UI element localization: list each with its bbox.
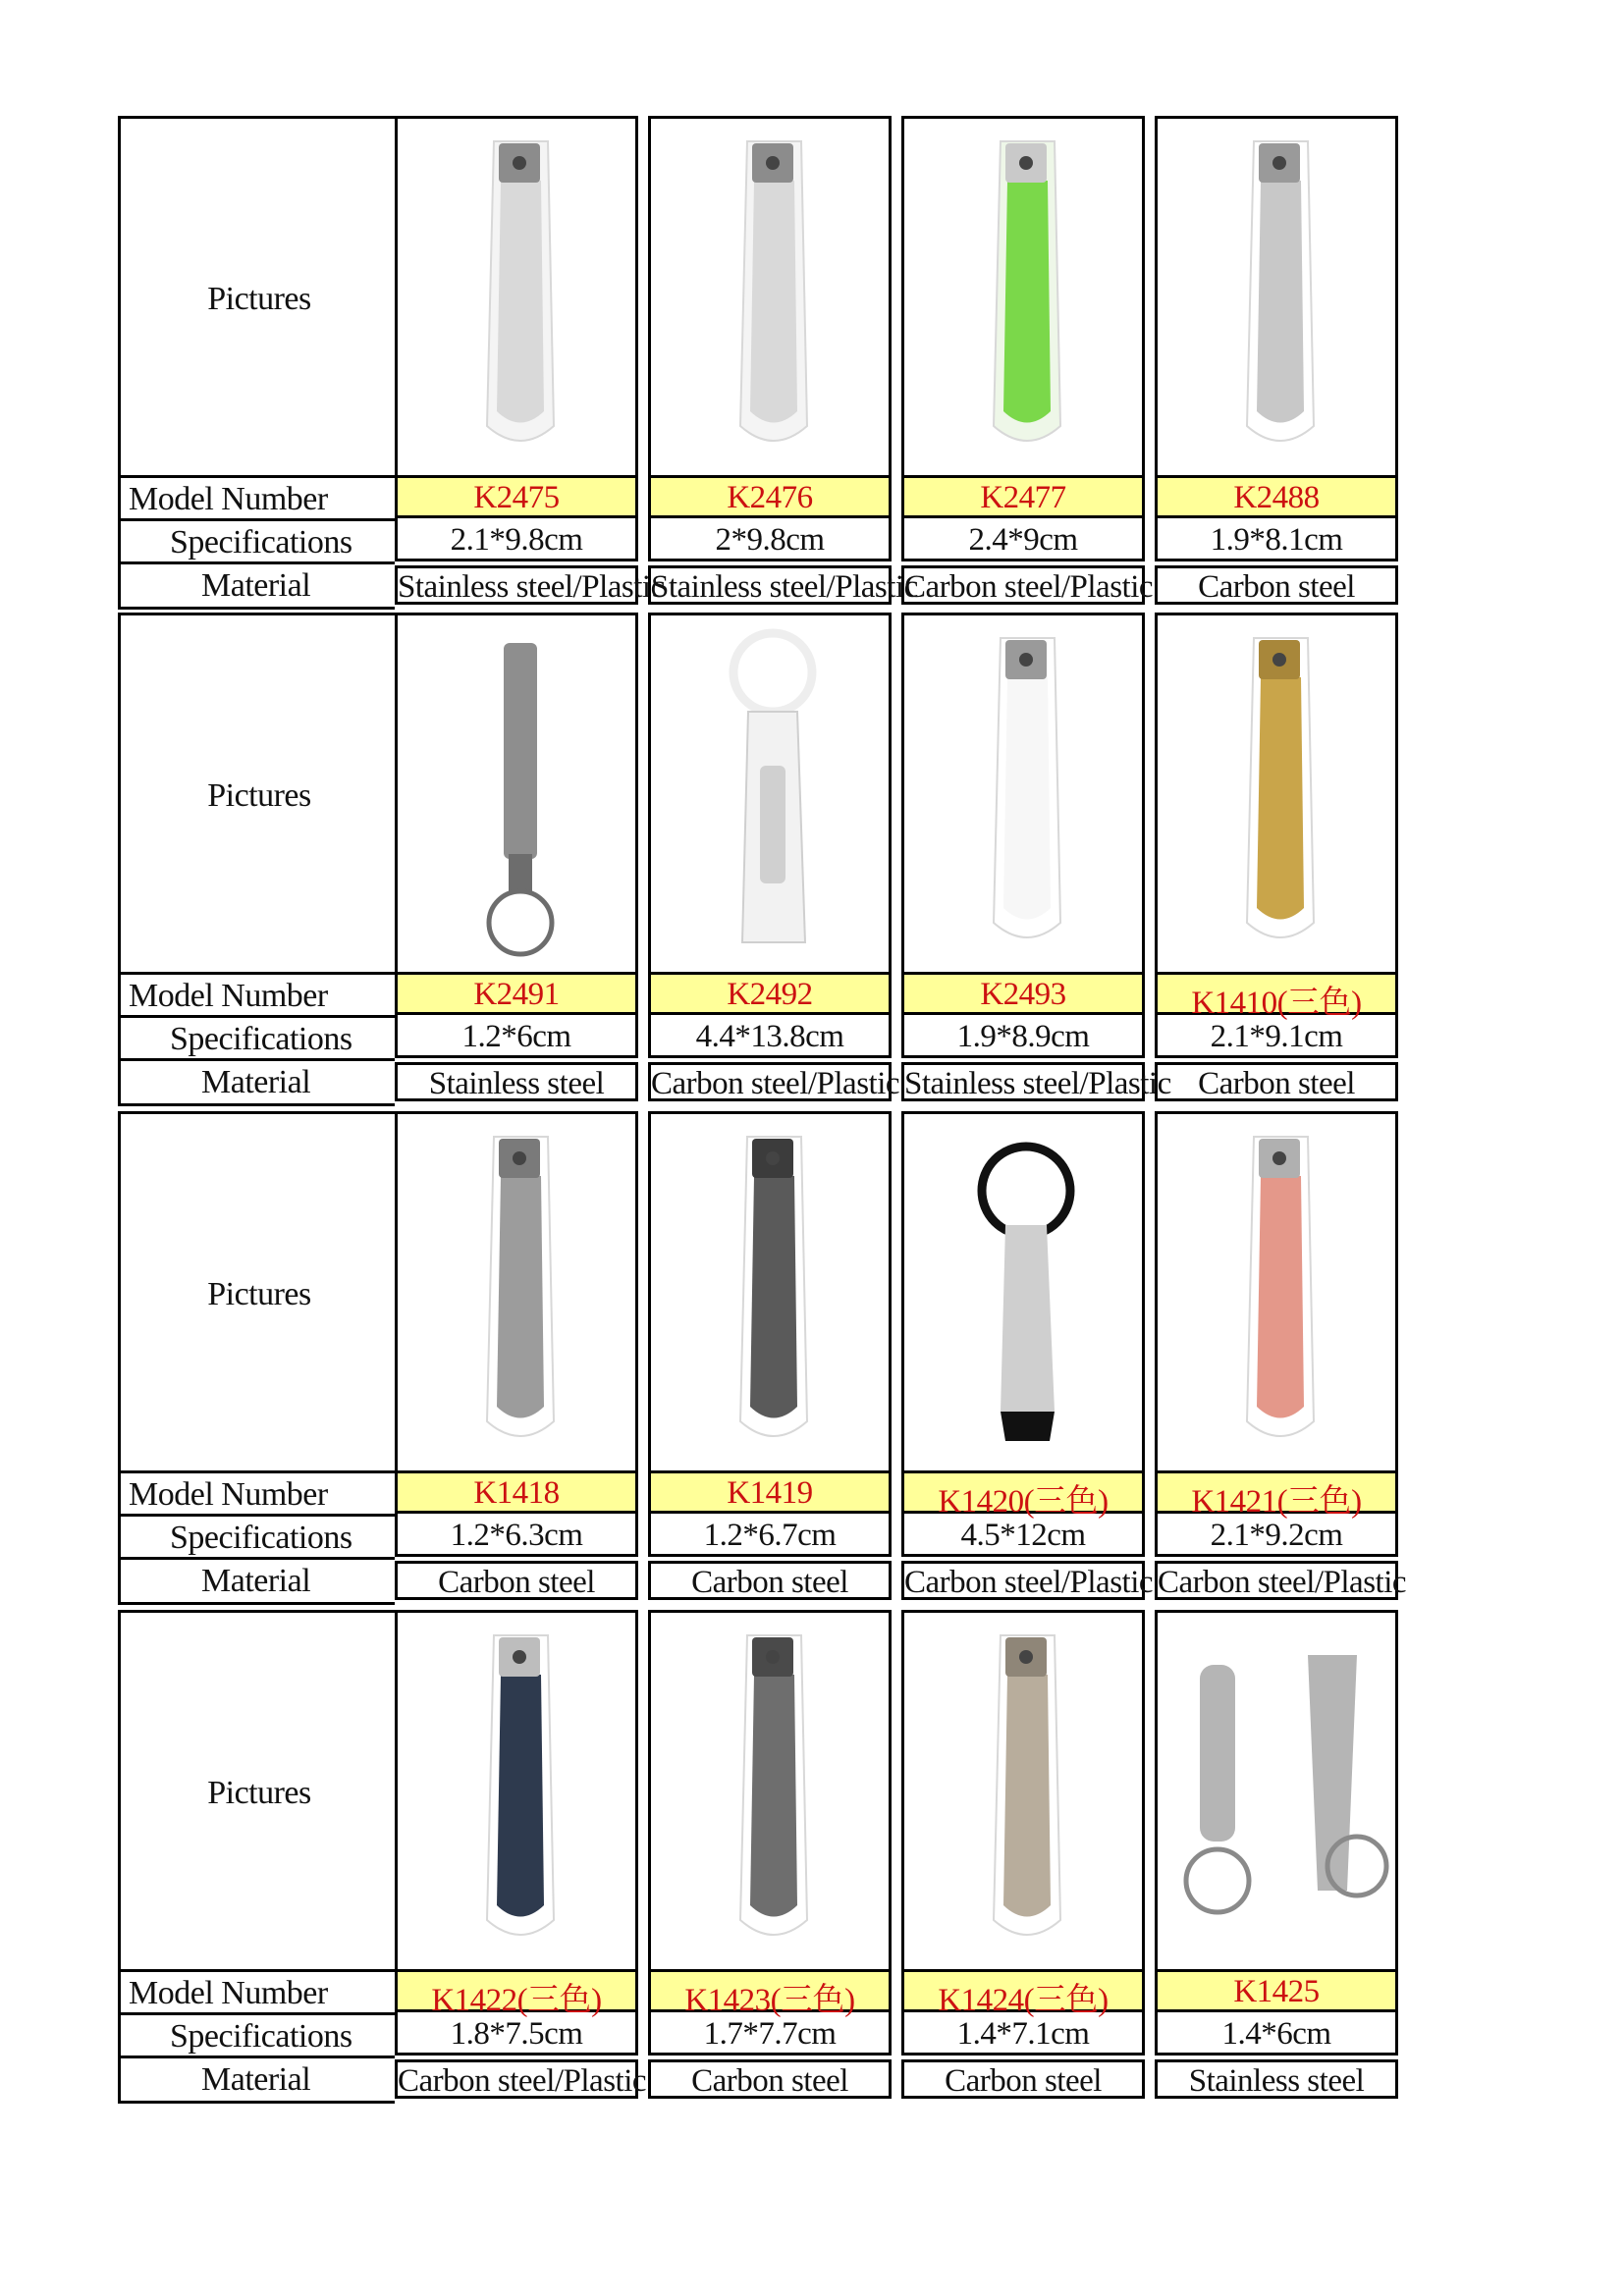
material-value-cell xyxy=(901,565,1154,605)
material-value: Stainless steel xyxy=(1188,2063,1365,2099)
specification-value: 1.4*7.1cm xyxy=(956,2016,1090,2052)
label-bottom-rule xyxy=(118,2101,395,2104)
specification-value-cell xyxy=(901,1514,1145,1557)
material-value-cell xyxy=(1155,1062,1398,1101)
model-number-label: Model Number xyxy=(129,1975,328,2011)
model-number-label-cell xyxy=(118,972,395,1015)
model-number-value-cell xyxy=(1155,475,1398,518)
nail-clipper-green-icon xyxy=(907,122,1145,475)
model-number-value-cell xyxy=(1155,972,1398,1021)
product-row-block xyxy=(116,613,1400,1107)
material-value: Carbon steel xyxy=(691,1565,848,1600)
product-column xyxy=(1155,1111,1407,1606)
material-value-cell xyxy=(1155,1561,1407,1600)
model-number-value: K2477 xyxy=(980,480,1066,515)
specification-value-cell xyxy=(648,1015,892,1058)
specification-value: 2*9.8cm xyxy=(715,522,825,558)
product-picture-frame xyxy=(901,613,1145,972)
label-bottom-rule xyxy=(118,1602,395,1605)
product-column xyxy=(395,1111,638,1606)
specification-value: 1.9*8.1cm xyxy=(1210,522,1343,558)
material-value: Carbon steel/Plastic xyxy=(1158,1565,1407,1600)
model-number-value-cell xyxy=(901,1470,1145,1520)
specification-value-cell xyxy=(901,518,1145,561)
material-label: Material xyxy=(201,2061,311,2098)
nail-clipper-keyring-icon xyxy=(401,618,638,972)
material-value-cell xyxy=(648,1561,892,1600)
material-value: Carbon steel xyxy=(438,1565,595,1600)
model-number-value: K2493 xyxy=(980,977,1066,1012)
nail-clipper-white-icon xyxy=(907,618,1145,972)
material-value: Carbon steel/Plastic xyxy=(904,1565,1154,1600)
specifications-label: Specifications xyxy=(170,524,352,561)
specification-value: 4.5*12cm xyxy=(960,1518,1086,1553)
product-column xyxy=(395,116,665,611)
material-value: Stainless steel/Plastic xyxy=(651,569,918,605)
nail-clipper-magnifier-icon xyxy=(907,1117,1145,1470)
product-column xyxy=(1155,116,1398,611)
material-value: Carbon steel/Plastic xyxy=(904,569,1154,605)
specifications-label-cell xyxy=(118,1514,395,1557)
nail-clipper-gunmetal-icon xyxy=(654,1616,892,1969)
material-value-cell xyxy=(901,2059,1145,2099)
specification-value: 4.4*13.8cm xyxy=(695,1019,844,1054)
model-number-value-cell xyxy=(395,475,638,518)
nail-clipper-champagne-icon xyxy=(907,1616,1145,1969)
model-number-value: K2492 xyxy=(727,977,813,1012)
product-picture-frame xyxy=(1155,613,1398,972)
specification-value-cell xyxy=(395,518,638,561)
material-value-cell xyxy=(648,1062,900,1101)
specifications-label: Specifications xyxy=(170,1021,352,1057)
product-picture-frame xyxy=(648,613,892,972)
specification-value: 1.4*6cm xyxy=(1221,2016,1331,2052)
specifications-label-cell xyxy=(118,2012,395,2056)
product-column xyxy=(1155,1610,1398,2105)
model-number-value-cell xyxy=(1155,1969,1398,2012)
model-number-value-cell xyxy=(395,1470,638,1514)
product-picture-frame xyxy=(1155,116,1398,475)
nail-clipper-silver-white-case-icon xyxy=(401,122,638,475)
model-number-label-cell xyxy=(118,475,395,518)
product-row-block xyxy=(116,1111,1407,1606)
specification-value-cell xyxy=(1155,1015,1398,1058)
nail-clipper-pair-keyring-icon xyxy=(1161,1616,1398,1969)
nail-clipper-dark-icon xyxy=(654,1117,892,1470)
model-number-value: K2475 xyxy=(473,480,560,515)
model-number-value: K1424(三色) xyxy=(938,1983,1109,2018)
model-number-value-cell xyxy=(648,972,892,1015)
model-number-label-cell xyxy=(118,1470,395,1514)
product-row-block xyxy=(116,116,1400,611)
material-value-cell xyxy=(901,1062,1171,1101)
specification-value: 1.7*7.7cm xyxy=(703,2016,837,2052)
pictures-label: Pictures xyxy=(207,1775,311,1811)
product-picture-frame xyxy=(395,1111,638,1470)
specification-value: 2.4*9cm xyxy=(968,522,1078,558)
nail-clipper-gold-icon xyxy=(1161,618,1398,972)
pictures-label: Pictures xyxy=(207,281,311,317)
model-number-value-cell xyxy=(648,1969,892,2018)
model-number-value: K1421(三色) xyxy=(1191,1484,1362,1520)
nail-clipper-satin-icon xyxy=(401,1117,638,1470)
specification-value: 1.8*7.5cm xyxy=(450,2016,583,2052)
pictures-label-cell xyxy=(118,613,395,972)
specification-value-cell xyxy=(901,1015,1145,1058)
specification-value-cell xyxy=(395,2012,638,2056)
material-value: Carbon steel xyxy=(1198,569,1355,605)
nail-clipper-champagne-icon xyxy=(907,1616,1145,1969)
product-column xyxy=(901,1111,1154,1606)
model-number-label: Model Number xyxy=(129,481,328,517)
model-number-value-cell xyxy=(395,972,638,1015)
specifications-label-cell xyxy=(118,1015,395,1058)
nail-clipper-green-icon xyxy=(907,122,1145,475)
model-number-value: K1422(三色) xyxy=(431,1983,602,2018)
specification-value: 2.1*9.8cm xyxy=(450,522,583,558)
material-value-cell xyxy=(395,1561,638,1600)
model-number-value: K1418 xyxy=(473,1475,560,1511)
specification-value-cell xyxy=(648,2012,892,2056)
specification-value-cell xyxy=(1155,1514,1398,1557)
product-picture-frame xyxy=(395,1610,638,1969)
pictures-label-cell xyxy=(118,1610,395,1969)
nail-clipper-silver-white-case-icon xyxy=(654,122,892,475)
material-value-cell xyxy=(395,565,665,605)
product-column xyxy=(395,613,638,1107)
model-number-value: K1423(三色) xyxy=(684,1983,855,2018)
specification-value: 1.9*8.9cm xyxy=(956,1019,1090,1054)
specification-value: 1.2*6.7cm xyxy=(703,1518,837,1553)
material-value-cell xyxy=(1155,2059,1398,2099)
model-number-value: K2476 xyxy=(727,480,813,515)
product-row-block xyxy=(116,1610,1400,2105)
model-number-label: Model Number xyxy=(129,1476,328,1513)
model-number-value-cell xyxy=(648,1470,892,1514)
material-value: Carbon steel xyxy=(691,2063,848,2099)
model-number-label-cell xyxy=(118,1969,395,2012)
material-value-cell xyxy=(395,1062,638,1101)
nail-clipper-hook-icon xyxy=(654,618,892,972)
product-column xyxy=(395,1610,647,2105)
material-label: Material xyxy=(201,1064,311,1100)
material-value: Carbon steel xyxy=(1198,1066,1355,1101)
product-picture-frame xyxy=(395,116,638,475)
nail-clipper-smiley-icon xyxy=(1161,122,1398,475)
material-value-cell xyxy=(901,1561,1154,1600)
specification-value-cell xyxy=(1155,518,1398,561)
nail-clipper-smiley-icon xyxy=(1161,122,1398,475)
product-column xyxy=(901,116,1154,611)
material-label: Material xyxy=(201,1563,311,1599)
nail-clipper-pair-keyring-icon xyxy=(1161,1616,1398,1969)
product-picture-frame xyxy=(901,116,1145,475)
nail-clipper-keyring-icon xyxy=(401,618,638,972)
model-number-value: K2488 xyxy=(1233,480,1320,515)
nail-clipper-pink-icon xyxy=(1161,1117,1398,1470)
pictures-label-cell xyxy=(118,1111,395,1470)
material-label-cell xyxy=(118,561,395,607)
product-picture-frame xyxy=(1155,1610,1398,1969)
product-picture-frame xyxy=(648,1610,892,1969)
nail-clipper-silver-white-case-icon xyxy=(401,122,638,475)
nail-clipper-navy-icon xyxy=(401,1616,638,1969)
product-column xyxy=(648,116,918,611)
nail-clipper-magnifier-icon xyxy=(907,1117,1145,1470)
product-column xyxy=(648,1111,892,1606)
product-picture-frame xyxy=(648,116,892,475)
label-bottom-rule xyxy=(118,1103,395,1106)
product-column xyxy=(901,613,1171,1107)
model-number-value-cell xyxy=(648,475,892,518)
model-number-label: Model Number xyxy=(129,978,328,1014)
material-label-cell xyxy=(118,2056,395,2101)
material-value-cell xyxy=(648,565,918,605)
product-column xyxy=(901,1610,1145,2105)
nail-clipper-satin-icon xyxy=(401,1117,638,1470)
pictures-label: Pictures xyxy=(207,777,311,814)
specification-value: 2.1*9.1cm xyxy=(1210,1019,1343,1054)
nail-clipper-gunmetal-icon xyxy=(654,1616,892,1969)
specification-value-cell xyxy=(1155,2012,1398,2056)
material-value: Carbon steel/Plastic xyxy=(398,2063,647,2099)
material-value-cell xyxy=(648,2059,892,2099)
material-value: Carbon steel xyxy=(945,2063,1102,2099)
model-number-value: K1410(三色) xyxy=(1191,986,1362,1021)
material-value-cell xyxy=(395,2059,647,2099)
specification-value-cell xyxy=(901,2012,1145,2056)
material-label-cell xyxy=(118,1557,395,1602)
specification-value: 1.2*6.3cm xyxy=(450,1518,583,1553)
nail-clipper-hook-icon xyxy=(654,618,892,972)
pictures-label: Pictures xyxy=(207,1276,311,1312)
material-value: Stainless steel xyxy=(428,1066,605,1101)
nail-clipper-gold-icon xyxy=(1161,618,1398,972)
specification-value-cell xyxy=(648,1514,892,1557)
model-number-value-cell xyxy=(395,1969,638,2018)
specifications-label-cell xyxy=(118,518,395,561)
model-number-value: K1425 xyxy=(1233,1974,1320,2009)
product-picture-frame xyxy=(901,1111,1145,1470)
product-picture-frame xyxy=(1155,1111,1398,1470)
model-number-value-cell xyxy=(901,1969,1145,2018)
material-label: Material xyxy=(201,567,311,604)
material-value: Stainless steel/Plastic xyxy=(398,569,665,605)
nail-clipper-white-icon xyxy=(907,618,1145,972)
model-number-value: K1419 xyxy=(727,1475,813,1511)
material-label-cell xyxy=(118,1058,395,1103)
product-picture-frame xyxy=(395,613,638,972)
pictures-label-cell xyxy=(118,116,395,475)
nail-clipper-navy-icon xyxy=(401,1616,638,1969)
product-column xyxy=(1155,613,1398,1107)
model-number-value-cell xyxy=(901,475,1145,518)
nail-clipper-dark-icon xyxy=(654,1117,892,1470)
specification-value-cell xyxy=(395,1514,638,1557)
specification-value: 1.2*6cm xyxy=(461,1019,571,1054)
specification-value: 2.1*9.2cm xyxy=(1210,1518,1343,1553)
label-bottom-rule xyxy=(118,607,395,610)
product-picture-frame xyxy=(901,1610,1145,1969)
material-value: Carbon steel/Plastic xyxy=(651,1066,900,1101)
product-picture-frame xyxy=(648,1111,892,1470)
specifications-label: Specifications xyxy=(170,1520,352,1556)
material-value: Stainless steel/Plastic xyxy=(904,1066,1171,1101)
specification-value-cell xyxy=(395,1015,638,1058)
nail-clipper-silver-white-case-icon xyxy=(654,122,892,475)
model-number-value-cell xyxy=(1155,1470,1398,1520)
specifications-label: Specifications xyxy=(170,2018,352,2055)
material-value-cell xyxy=(1155,565,1398,605)
product-column xyxy=(648,613,900,1107)
model-number-value-cell xyxy=(901,972,1145,1015)
product-column xyxy=(648,1610,892,2105)
model-number-value: K1420(三色) xyxy=(938,1484,1109,1520)
specification-value-cell xyxy=(648,518,892,561)
nail-clipper-pink-icon xyxy=(1161,1117,1398,1470)
model-number-value: K2491 xyxy=(473,977,560,1012)
